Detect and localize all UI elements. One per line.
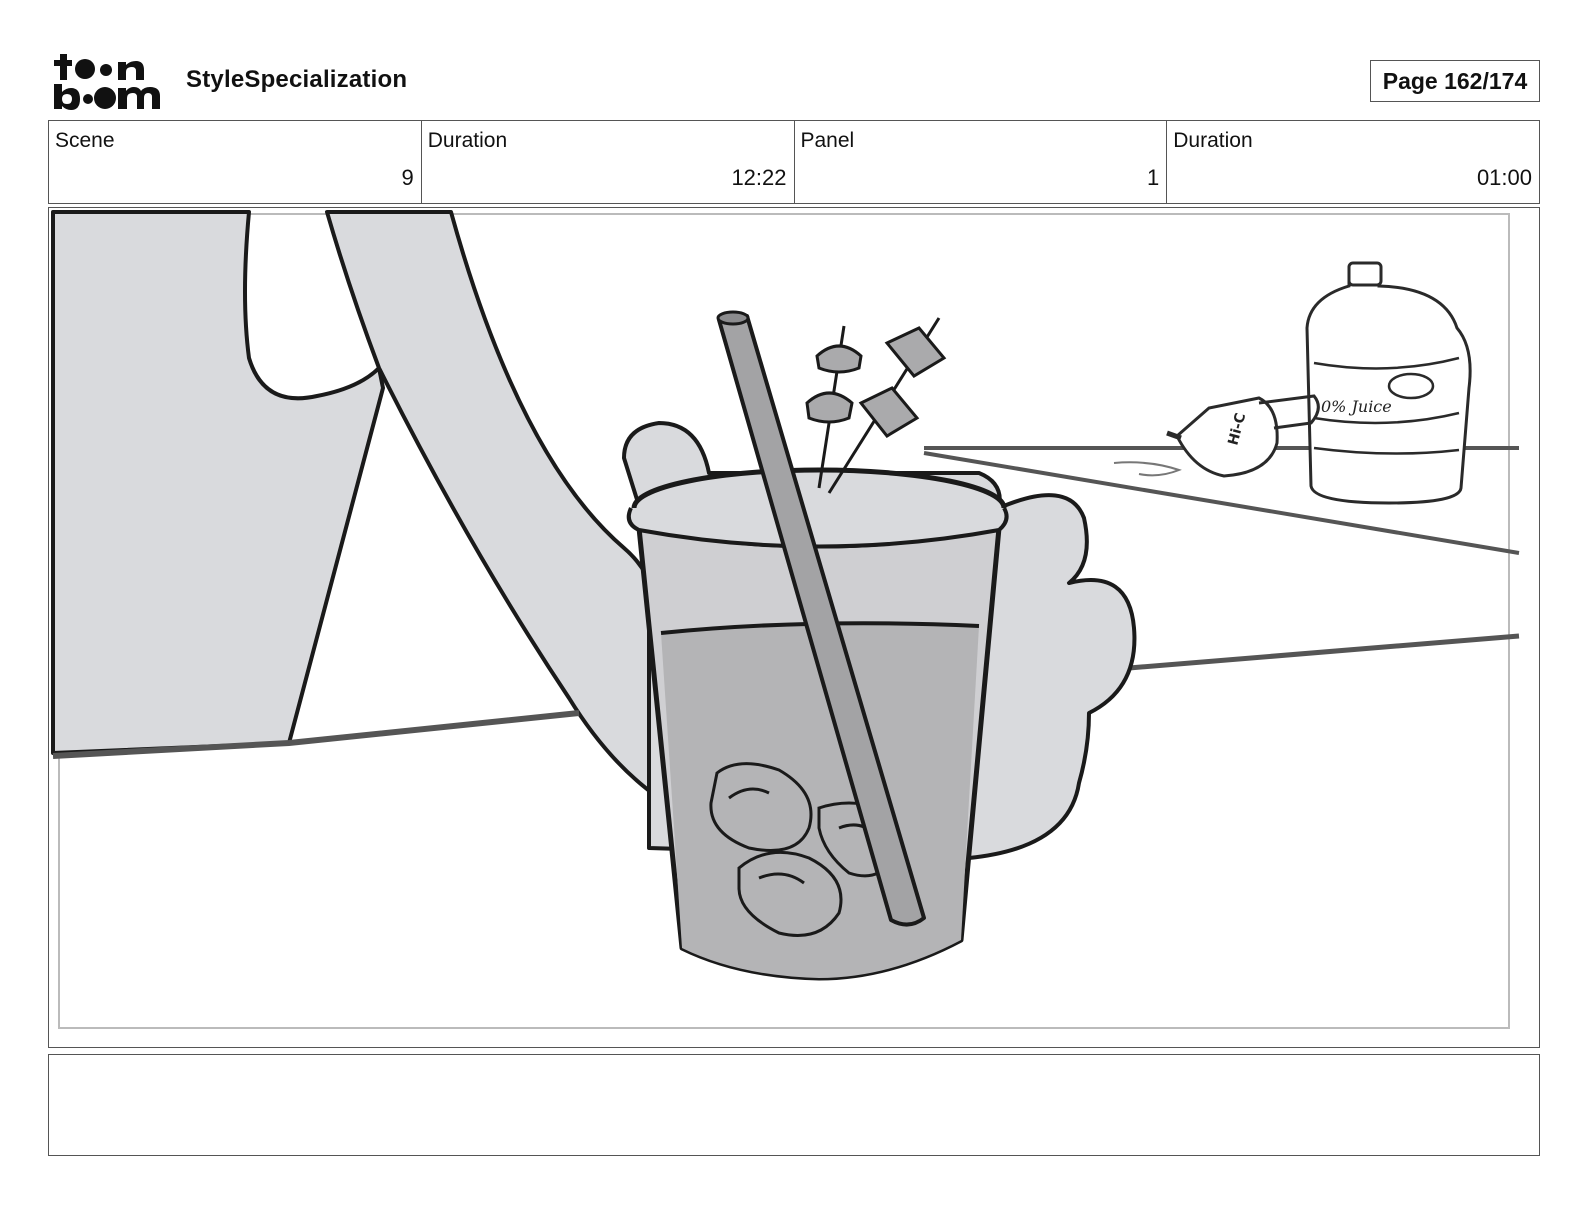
storyboard-panel: [48, 207, 1540, 1048]
panel-sketch: [49, 208, 1538, 1046]
info-table: [48, 120, 1540, 204]
table-edge-right: [1129, 636, 1519, 668]
scene-value: 9: [401, 165, 414, 190]
fruit-skewers: [807, 318, 944, 493]
spill: [1114, 462, 1179, 475]
panel-value: 1: [1147, 165, 1160, 190]
scene-duration-cell: [422, 121, 795, 203]
character-body: [53, 212, 383, 753]
panel-cell: [795, 121, 1168, 203]
project-title: StyleSpecialization: [186, 66, 408, 93]
spilled-bottle: [1114, 396, 1318, 476]
toon-boom-logo: [52, 50, 164, 114]
scene-duration-value: 12:22: [731, 165, 787, 190]
panel-label: Panel: [800, 129, 855, 152]
panel-duration-label: Duration: [1173, 129, 1253, 152]
scene-cell: [49, 121, 422, 203]
scene-label: Scene: [55, 129, 115, 152]
toon-boom-logo-mark: [52, 50, 164, 114]
scene-duration-label: Duration: [427, 129, 508, 152]
panel-duration-cell: [1167, 121, 1539, 203]
jug-label-text: 0% Juice: [1321, 397, 1392, 416]
character-arm: [327, 212, 659, 798]
panel-notes-box[interactable]: [48, 1054, 1540, 1156]
bottle-label-text: Hi-C: [1225, 411, 1250, 448]
juice-jug: [1307, 263, 1470, 503]
panel-duration-value: 01:00: [1476, 165, 1532, 190]
page-indicator: Page 162/174: [1370, 60, 1540, 102]
